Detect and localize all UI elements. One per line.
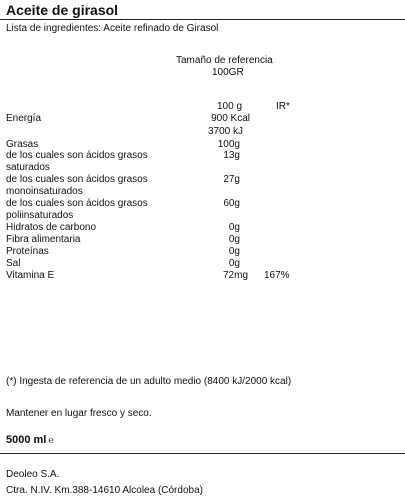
- net-quantity-value: 5000 ml: [6, 434, 47, 446]
- column-header-quantity: 100 g: [217, 101, 243, 112]
- company-address: Ctra. N.IV. Km.388-14610 Alcolea (Córdoba): [6, 485, 203, 496]
- row-ir-vitamin-e: 167%: [264, 270, 290, 281]
- row-label-fat: Grasas: [6, 139, 39, 150]
- footnote: (*) Ingesta de referencia de un adulto medio (8400 kJ/2000 kcal): [6, 376, 292, 387]
- row-label-monounsaturated: de los cuales son ácidos grasos: [6, 174, 148, 185]
- row-value-saturated: 13g: [223, 150, 240, 161]
- row-label-saturated: de los cuales son ácidos grasos: [6, 150, 148, 161]
- row-value-carbohydrates: 0g: [228, 222, 240, 233]
- row-label-energy: Energía: [6, 113, 42, 124]
- row-value-fat: 100g: [217, 139, 240, 150]
- row-value-monounsaturated: 27g: [223, 174, 240, 185]
- row-label-fiber: Fibra alimentaria: [6, 234, 81, 245]
- divider: [0, 19, 405, 20]
- row-label-carbohydrates: Hidratos de carbono: [6, 222, 97, 233]
- row-value-polyunsaturated: 60g: [223, 198, 240, 209]
- ingredients-list: Lista de ingredientes: Aceite refinado de Girasol: [6, 23, 219, 34]
- row-value-fiber: 0g: [228, 234, 240, 245]
- company-name: Deoleo S.A.: [6, 469, 60, 480]
- row-label-saturated-cont: saturados: [6, 162, 50, 173]
- net-quantity: [6, 434, 54, 447]
- reference-size-label: Tamaño de referencia: [176, 55, 273, 66]
- row-label-protein: Proteínas: [6, 246, 49, 257]
- row-value-energy-kcal: 900 Kcal: [211, 113, 250, 124]
- reference-size-value: 100GR: [212, 67, 244, 78]
- row-value-energy-kj: 3700 kJ: [207, 126, 243, 137]
- product-title: Aceite de girasol: [6, 2, 119, 18]
- row-label-monounsaturated-cont: monoinsaturados: [6, 186, 83, 197]
- estimated-sign-icon: ℮: [48, 435, 54, 445]
- row-label-salt: Sal: [6, 258, 21, 269]
- row-label-vitamin-e: Vitamina E: [6, 270, 55, 281]
- storage-instructions: Mantener en lugar fresco y seco.: [6, 408, 152, 419]
- column-header-ir: IR*: [276, 101, 290, 112]
- row-label-polyunsaturated: de los cuales son ácidos grasos: [6, 198, 148, 209]
- divider: [0, 453, 405, 454]
- row-value-protein: 0g: [228, 246, 240, 257]
- row-value-vitamin-e: 72mg: [222, 270, 248, 281]
- row-value-salt: 0g: [228, 258, 240, 269]
- row-label-polyunsaturated-cont: poliinsaturados: [6, 210, 74, 221]
